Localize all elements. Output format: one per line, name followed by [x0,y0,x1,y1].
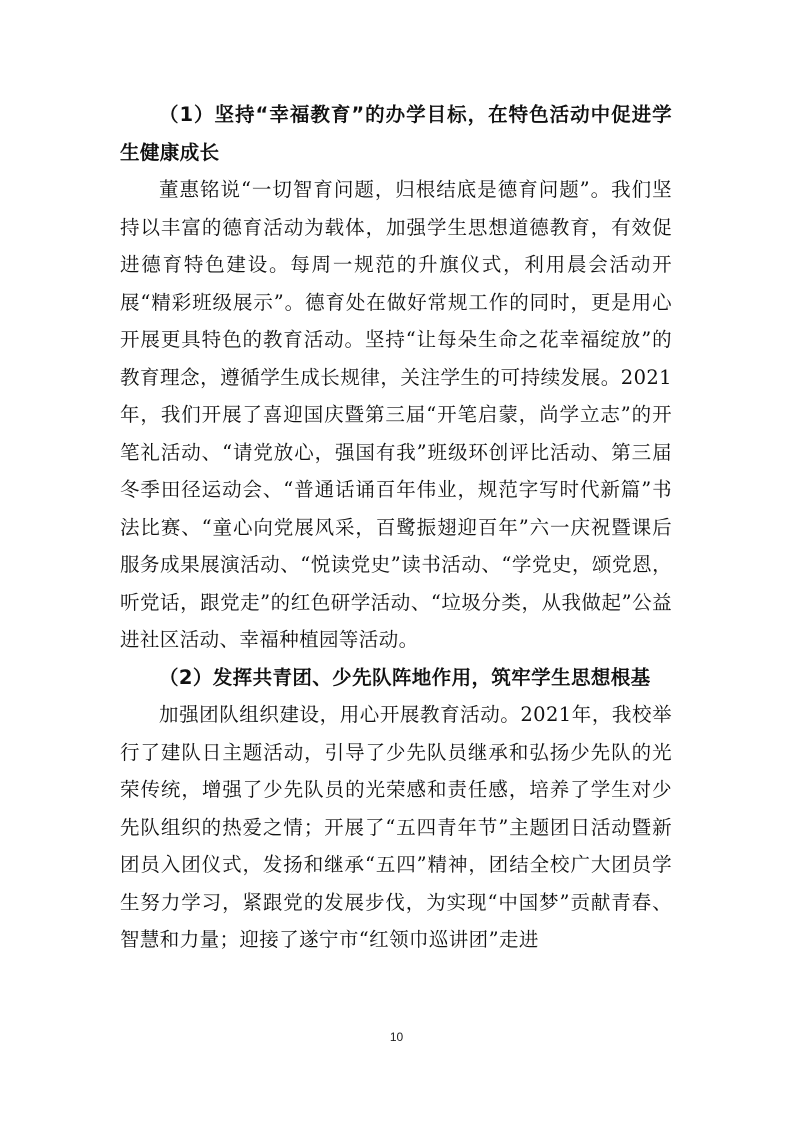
document-body [120,96,672,959]
page-number: 10 [389,1030,404,1044]
section-heading-2: （2）发挥共青团、少先队阵地作用，筑牢学生思想根基 [159,665,651,689]
section-heading-1: （1）坚持“幸福教育”的办学目标，在特色活动中促进学生健康成长 [120,103,672,164]
body-paragraph-2: 加强团队组织建设，用心开展教育活动。2021年，我校举行了建队日主题活动，引导了少先队员继承和弘扬少先队的光荣传统，增强了少先队员的光荣感和责任感，培养了学生对少先队组织的热爱之情；开展了“五四青年节”主题团日活动暨新团员入团仪式，发扬和继承“五四”精神，团结全校广大团员学生努力学习，紧跟党的发展步伐，为实现“中国梦”贡献青春、智慧和力量；迎接了遂宁市“红领巾巡讲团”走进 [120,703,672,951]
body-paragraph-1: 董惠铭说“一切智育问题，归根结底是德育问题”。我们坚持以丰富的德育活动为载体，加强学生思想道德教育，有效促进德育特色建设。每周一规范的升旗仪式，利用晨会活动开展“精彩班级展示”。德育处在做好常规工作的同时，更是用心开展更具特色的教育活动。坚持“让每朵生命之花幸福绽放”的教育理念，遵循学生成长规律，关注学生的可持续发展。2021年，我们开展了喜迎国庆暨第三届“开笔启蒙，尚学立志”的开笔礼活动、“请党放心，强国有我”班级环创评比活动、第三届冬季田径运动会、“普通话诵百年伟业，规范字写时代新篇”书法比赛、“童心向党展风采，百鹭振翅迎百年”六一庆祝暨课后服务成果展演活动、“悦读党史”读书活动、“学党史，颂党恩，听党话，跟党走”的红色研学活动、“垃圾分类，从我做起”公益进社区活动、幸福种植园等活动。 [120,178,672,651]
